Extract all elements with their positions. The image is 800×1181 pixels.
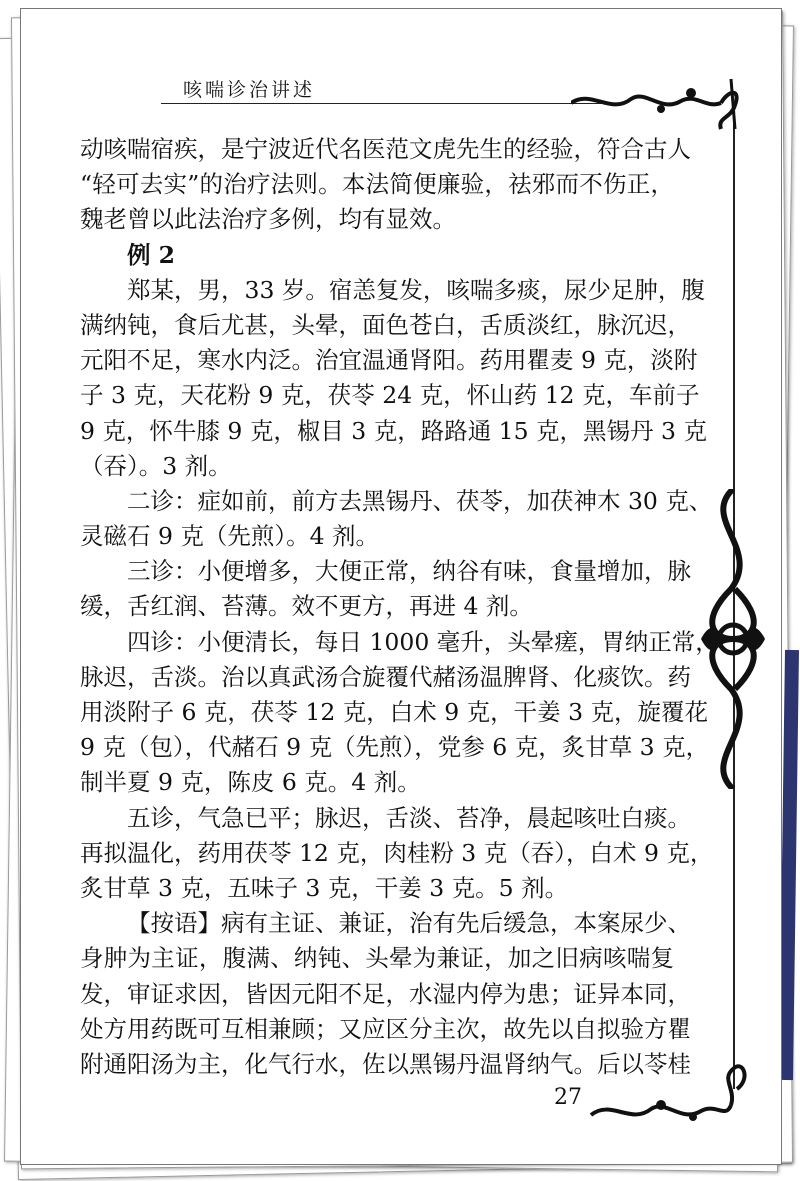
running-header-title: 咳喘诊治讲述 (183, 79, 316, 101)
text-line: 制半夏 9 克，陈皮 6 克。4 剂。 (80, 768, 421, 797)
text-line: （吞）。3 剂。 (80, 451, 232, 480)
text-line: 缓，舌红润、苔薄。效不更方，再进 4 剂。 (80, 592, 533, 621)
text-line: 二诊：症如前，前方去黑锡丹、茯苓，加茯神木 30 克、 (127, 486, 713, 515)
text-line: 炙甘草 3 克，五味子 3 克，干姜 3 克。5 剂。 (80, 873, 569, 902)
page-number: 27 (554, 1085, 582, 1110)
body-text (80, 132, 719, 1082)
text-line: 9 克，怀牛膝 9 克，椒目 3 克，路路通 15 克，黑锡丹 3 克 (80, 416, 707, 445)
text-line: 9 克（包），代赭石 9 克（先煎），党参 6 克，炙甘草 3 克， (80, 733, 710, 762)
text-line: 处方用药既可互相兼顾；又应区分主次，故先以自拟验方瞿 (80, 1014, 691, 1043)
text-line: 满纳钝，食后尤甚，头晕，面色苍白，舌质淡红，脉沉迟， (80, 310, 691, 339)
text-line: 四诊：小便清长，每日 1000 毫升，头晕瘥，胃纳正常， (127, 627, 719, 656)
text-line: 发，审证求因，皆因元阳不足，水湿内停为患；证异本同， (80, 979, 691, 1008)
text-line: 元阳不足，寒水内泛。治宜温通肾阳。药用瞿麦 9 克，淡附 (80, 346, 698, 375)
text-line: “轻可去实”的治疗法则。本法简便廉验，祛邪而不伤正， (80, 170, 674, 199)
text-line: 子 3 克，天花粉 9 克，茯苓 24 克，怀山药 12 克，车前子 (80, 381, 700, 410)
text-line: 五诊，气急已平；脉迟，舌淡、苔净，晨起咳吐白痰。 (127, 803, 691, 832)
text-line: 动咳喘宿疾，是宁波近代名医范文虎先生的经验，符合古人 (80, 135, 691, 163)
case-heading: 例 2 (127, 240, 176, 269)
header-rule (161, 103, 601, 104)
text-line: 【按语】病有主证、兼证，治有先后缓急，本案尿少、 (127, 909, 691, 938)
text-line: 附通阳汤为主，化气行水，佐以黑锡丹温肾纳气。后以苓桂 (80, 1049, 691, 1078)
top-right-ornament-icon (571, 69, 741, 139)
text-line: 三诊：小便增多，大便正常，纳谷有味，食量增加，脉 (127, 557, 691, 586)
text-line: 灵磁石 9 克（先煎）。4 剂。 (80, 522, 380, 551)
text-line: 再拟温化，药用茯苓 12 克，肉桂粉 3 克（吞），白术 9 克， (80, 838, 714, 867)
text-line: 身肿为主证，腹满、纳钝、头晕为兼证，加之旧病咳喘复 (80, 944, 674, 973)
text-line: 用淡附子 6 克，茯苓 12 克，白术 9 克，干姜 3 克，旋覆花 (80, 698, 709, 726)
text-line: 脉迟，舌淡。治以真武汤合旋覆代赭汤温脾肾、化痰饮。药 (80, 662, 691, 691)
text-line: 魏老曾以此法治疗多例，均有显效。 (80, 205, 456, 234)
text-line: 郑某，男，33 岁。宿恙复发，咳喘多痰，尿少足肿，腹 (127, 275, 705, 304)
